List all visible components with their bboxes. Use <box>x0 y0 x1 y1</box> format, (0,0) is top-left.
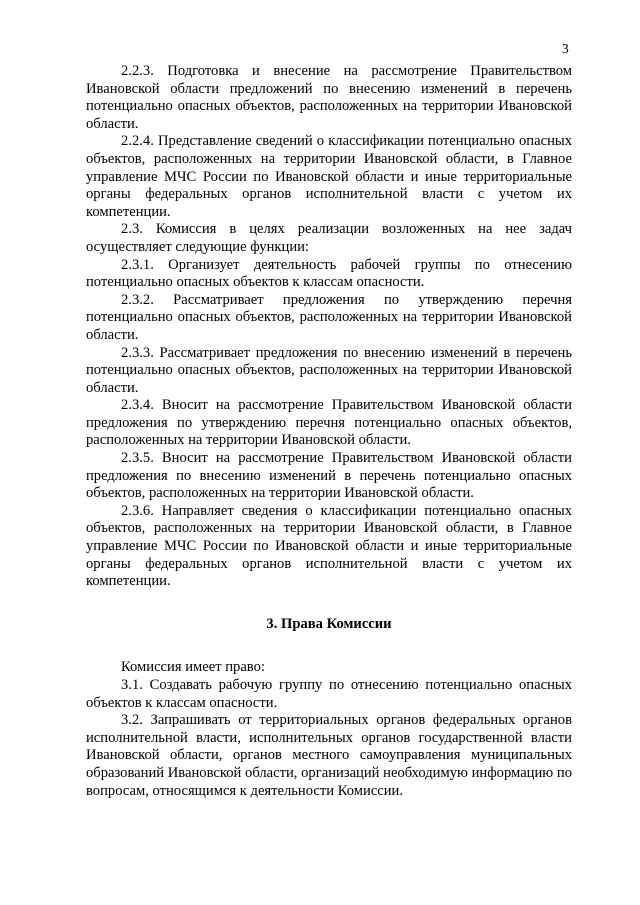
paragraph-2-3-1: 2.3.1. Организует деятельность рабочей группы по отнесению потенциально опасных объектов к классам опасности. <box>86 256 572 291</box>
section-3-intro: Комиссия имеет право: <box>121 659 265 676</box>
paragraph-2-2-3: 2.2.3. Подготовка и внесение на рассмотрение Правительством Ивановской области предложений по внесению изменений в перечень потенциально опасных объектов, расположенных на территории Ивановской области. <box>86 63 572 132</box>
paragraph-3-1: 3.1. Создавать рабочую группу по отнесению потенциально опасных объектов к классам опасности. <box>86 677 572 711</box>
document-body <box>86 63 572 800</box>
paragraph-2-2-4: 2.2.4. Представление сведений о классификации потенциально опасных объектов, расположенных на территории Ивановской области, в Главное управление МЧС России по Ивановской области и иные территориальные органы федеральных органов исполнительной власти с учетом их компетенции. <box>86 133 572 220</box>
paragraph-2-3-6: 2.3.6. Направляет сведения о классификации потенциально опасных объектов, расположенных на территории Ивановской области, в Главное управление МЧС России по Ивановской области и иные территориальные органы федеральных органов исполнительной власти с учетом их компетенции. <box>86 502 572 590</box>
paragraph-2-3-2: 2.3.2. Рассматривает предложения по утверждению перечня потенциально опасных объектов, расположенных на территории Ивановской области. <box>86 291 572 343</box>
paragraph-2-3-4: 2.3.4. Вносит на рассмотрение Правительством Ивановской области предложения по утверждению перечня потенциально опасных объектов, расположенных на территории Ивановской области. <box>86 397 572 449</box>
paragraph-2-3-5: 2.3.5. Вносит на рассмотрение Правительством Ивановской области предложения по внесению изменений в перечень потенциально опасных объектов, расположенных на территории Ивановской области. <box>86 450 572 502</box>
section-3-heading: 3. Права Комиссии <box>266 615 392 632</box>
paragraph-2-3: 2.3. Комиссия в целях реализации возложенных на нее задач осуществляет следующие функции: <box>86 221 572 255</box>
paragraph-3-2: 3.2. Запрашивать от территориальных органов федеральных органов исполнительной власти, исполнительных органов государственной власти Ивановской области, органов местного самоуправления муниципальных образований Ивановской области, организаций необходимую информацию по вопросам, относящимся к деятельности Комиссии. <box>86 712 572 799</box>
paragraph-2-3-3: 2.3.3. Рассматривает предложения по внесению изменений в перечень потенциально опасных объектов, расположенных на территории Ивановской области. <box>86 344 572 396</box>
page-number: 3 <box>562 41 569 56</box>
